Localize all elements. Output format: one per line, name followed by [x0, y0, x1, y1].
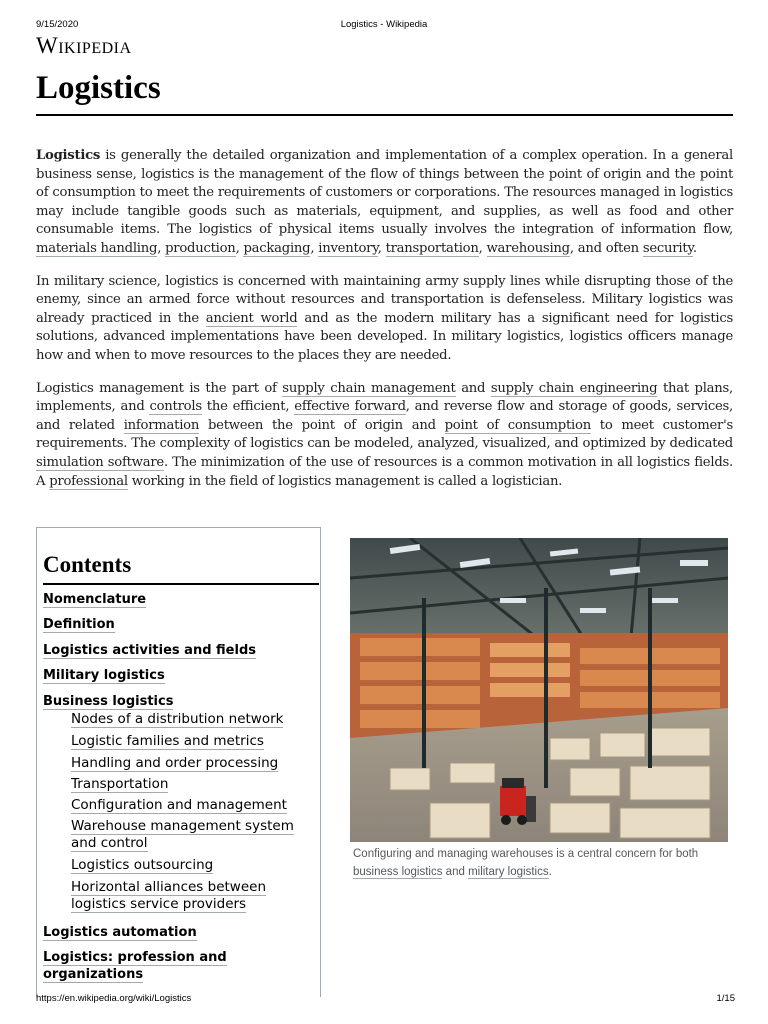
- inline-link[interactable]: warehousing: [486, 240, 570, 256]
- toc-item-label: Logistics outsourcing: [71, 857, 214, 873]
- paragraph: [36, 380, 733, 492]
- text-run: the efficient,: [201, 399, 295, 415]
- inline-link[interactable]: transportation: [385, 240, 479, 256]
- toc-item-label: Configuration and management: [71, 797, 287, 813]
- paragraph: [36, 273, 733, 366]
- print-title: Logistics - Wikipedia: [340, 19, 428, 30]
- print-url: https://en.wikipedia.org/wiki/Logistics: [36, 993, 192, 1004]
- toc-item-label: Business logistics: [43, 694, 174, 709]
- toc-title: Contents: [43, 552, 132, 577]
- text-run: working in the field of logistics management is called a logistician.: [127, 473, 563, 489]
- text-run: ,: [157, 240, 166, 256]
- text-run: ,: [235, 240, 244, 256]
- toc-item-label: Logistics activities and fields: [43, 643, 256, 658]
- toc-item[interactable]: [43, 693, 173, 710]
- text-run: , and reverse flow and storage of goods, services, and related: [36, 399, 733, 433]
- text-run: Logistics management is the part of: [36, 380, 283, 396]
- toc-item[interactable]: [43, 924, 197, 941]
- text-run: In military science, logistics is concerned with maintaining army supply lines while disrupting those of the enemy, since an armed force without resources and transportation is defenseless. Military logistics was already practiced in the: [36, 273, 733, 326]
- text-run: Configuring and managing warehouses is a central concern for both: [353, 848, 699, 860]
- inline-link[interactable]: simulation software: [36, 454, 164, 470]
- paragraph: [36, 147, 733, 259]
- toc-item[interactable]: [71, 879, 321, 913]
- text-run: and as the modern military has a significant need for logistics solutions, advanced implementations have been developed. In military logistics, logistics officers manage how and when to move resources to the places they are needed.: [36, 310, 733, 363]
- toc-item-label: Handling and order processing: [71, 755, 279, 771]
- article-body: [36, 147, 733, 505]
- inline-link[interactable]: supply chain management: [282, 380, 456, 396]
- text-run: . The minimization of the use of resources is a common motivation in all logistics fields. A: [36, 454, 733, 489]
- inline-link[interactable]: materials handling: [36, 240, 158, 256]
- page-title: Logistics: [36, 70, 161, 106]
- toc-item[interactable]: [43, 616, 115, 633]
- text-run: that plans, implements, and: [36, 380, 733, 415]
- text-run: , and often: [569, 240, 643, 256]
- text-run: and: [455, 380, 491, 396]
- title-divider: [36, 114, 733, 116]
- text-run: to meet customer's requirements. The complexity of logistics can be modeled, analyzed, visualized, and optimized by dedicated: [36, 417, 733, 452]
- toc-divider: [43, 583, 319, 585]
- toc-item[interactable]: [43, 949, 293, 983]
- text-run: ,: [310, 240, 319, 256]
- toc-item-label: Nodes of a distribution network: [71, 711, 284, 727]
- inline-link[interactable]: effective forward: [294, 399, 406, 415]
- inline-link[interactable]: controls: [149, 399, 202, 415]
- inline-link[interactable]: security: [642, 240, 693, 256]
- toc-item-label: Transportation: [71, 776, 169, 792]
- text-run: between the point of origin and: [199, 417, 445, 433]
- text-run: and: [442, 866, 469, 878]
- toc-item-label: Logistic families and metrics: [71, 733, 264, 749]
- inline-link[interactable]: professional: [49, 473, 128, 489]
- inline-link[interactable]: supply chain engineering: [490, 380, 658, 396]
- inline-link[interactable]: point of consumption: [444, 417, 591, 433]
- toc-item[interactable]: [71, 733, 264, 750]
- text-run: .: [548, 866, 552, 878]
- print-date: 9/15/2020: [36, 19, 79, 30]
- text-run: ,: [478, 240, 487, 256]
- figure-caption: [353, 845, 725, 881]
- toc-item-label: Nomenclature: [43, 592, 147, 607]
- toc-item[interactable]: [43, 642, 256, 659]
- toc-item[interactable]: [71, 857, 213, 874]
- warehouse-illustration: [350, 538, 728, 842]
- inline-link[interactable]: information: [123, 417, 200, 433]
- toc-item-label: Military logistics: [43, 668, 165, 683]
- toc-item[interactable]: [71, 711, 283, 728]
- toc-item-label: Logistics automation: [43, 925, 197, 940]
- inline-link[interactable]: military logistics: [468, 866, 549, 878]
- print-page-number: 1/15: [716, 993, 735, 1004]
- toc-item-label: Definition: [43, 617, 115, 632]
- bold-term: Logistics: [36, 148, 101, 163]
- toc-item[interactable]: [71, 776, 168, 793]
- wikipedia-logo[interactable]: Wikipedia: [36, 33, 132, 58]
- inline-link[interactable]: production: [165, 240, 236, 256]
- toc-item-label: Warehouse management system and control: [71, 818, 294, 851]
- text-run: ,: [377, 240, 386, 256]
- toc-item-label: Horizontal alliances between logistics service providers: [71, 879, 267, 912]
- toc-item[interactable]: [71, 755, 278, 772]
- table-of-contents: [36, 527, 321, 997]
- inline-link[interactable]: packaging: [243, 240, 311, 256]
- toc-item[interactable]: [71, 818, 321, 852]
- inline-link[interactable]: business logistics: [353, 866, 443, 878]
- toc-item[interactable]: [43, 667, 165, 684]
- text-run: is generally the detailed organization and implementation of a complex operation. In a general business sense, logistics is the management of the flow of things between the point of origin and the point of consumption to meet the requirements of customers or corporations. The resources managed in logistics may include tangible goods such as materials, equipment, and supplies, as well as food and other consumable items. The logistics of physical items usually involves the integration of information flow,: [36, 148, 733, 238]
- inline-link[interactable]: inventory: [318, 240, 378, 256]
- toc-item-label: Logistics: profession and organizations: [43, 950, 227, 982]
- text-run: .: [692, 240, 697, 256]
- toc-item[interactable]: [71, 797, 287, 814]
- toc-item[interactable]: [43, 591, 146, 608]
- warehouse-photo: [350, 538, 728, 842]
- inline-link[interactable]: ancient world: [205, 310, 298, 326]
